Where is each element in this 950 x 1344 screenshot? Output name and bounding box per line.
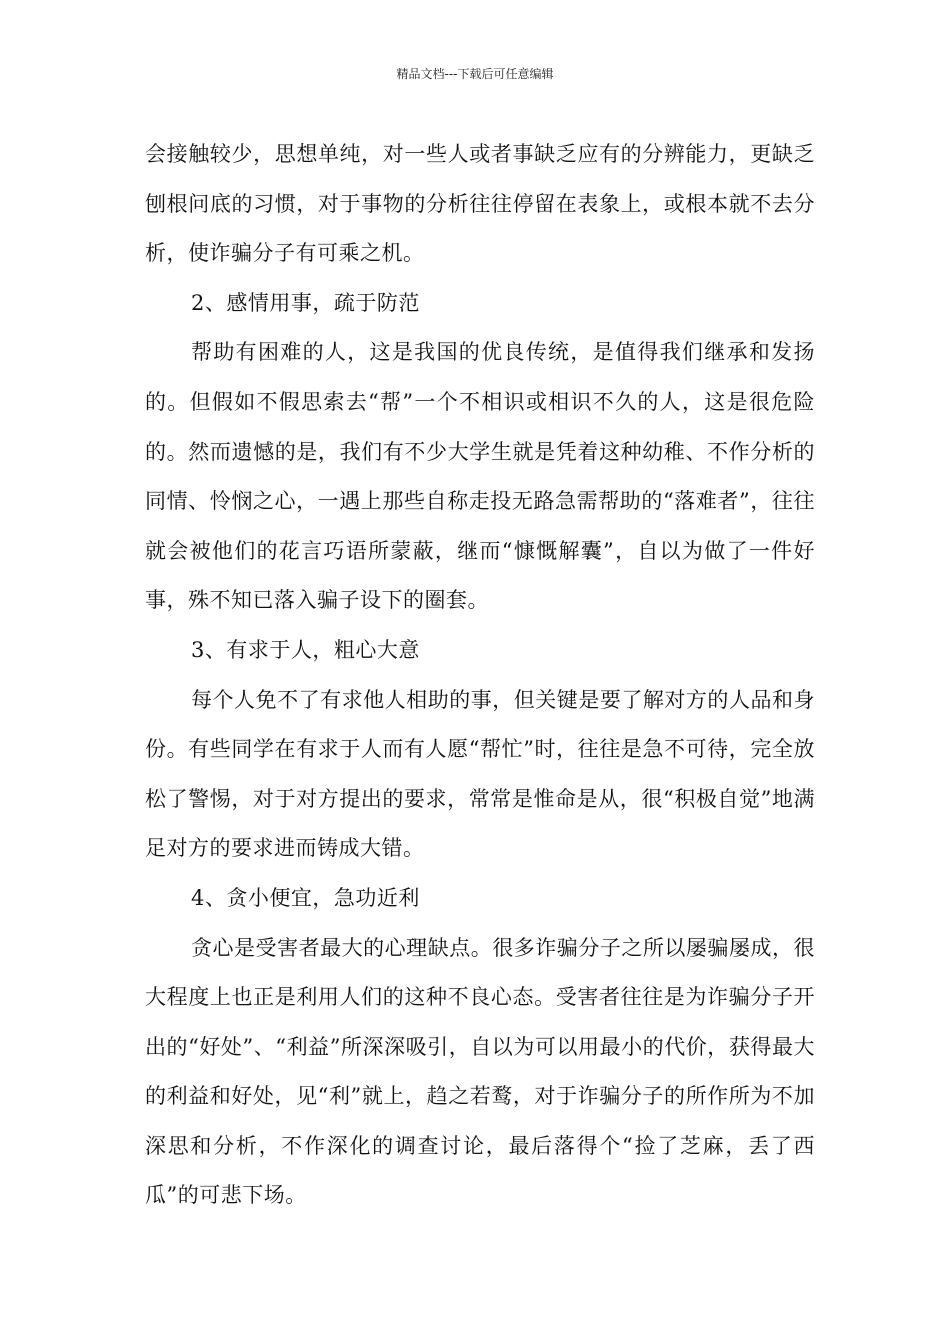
section-heading-4: 4、贪小便宜，急功近利 — [191, 885, 420, 910]
paragraph-continued: 会接触较少，思想单纯，对一些人或者事缺乏应有的分辨能力，更缺乏刨根问底的习惯，对于事物的分析往往停留在表象上，或根本就不去分析，使诈骗分子有可乘之机。 — [145, 142, 815, 266]
section-heading-2: 2、感情用事，疏于防范 — [191, 290, 420, 315]
section-heading-3: 3、有求于人，粗心大意 — [191, 637, 420, 662]
page-header: 精品文档---下载后可任意编辑 — [396, 67, 554, 81]
paragraph-4: 贪心是受害者最大的心理缺点。很多诈骗分子之所以屡骗屡成，很大程度上也正是利用人们的这种不良心态。受害者往往是为诈骗分子开出的“好处”、“利益”所深深吸引，自以为可以用最小的代价，获得最大的利益和好处，见“利”就上，趋之若鹜，对于诈骗分子的所作所为不加深思和分析，不作深化的调查讨论，最后落得个“捡了芝麻，丢了西瓜”的可悲下场。 — [145, 935, 815, 1208]
paragraph-3: 每个人免不了有求他人相助的事，但关键是要了解对方的人品和身份。有些同学在有求于人而有人愿“帮忙”时，往往是急不可待，完全放松了警惕，对于对方提出的要求，常常是惟命是从，很“积极自觉”地满足对方的要求进而铸成大错。 — [145, 687, 815, 861]
paragraph-2: 帮助有困难的人，这是我国的优良传统，是值得我们继承和发扬的。但假如不假思索去“帮”一个不相识或相识不久的人，这是很危险的。然而遗憾的是，我们有不少大学生就是凭着这种幼稚、不作分析的同情、怜悯之心，一遇上那些自称走投无路急需帮助的“落难者”，往往就会被他们的花言巧语所蒙蔽，继而“慷慨解囊”，自以为做了一件好事，殊不知已落入骗子设下的圈套。 — [145, 340, 815, 613]
document-body — [145, 130, 815, 1221]
